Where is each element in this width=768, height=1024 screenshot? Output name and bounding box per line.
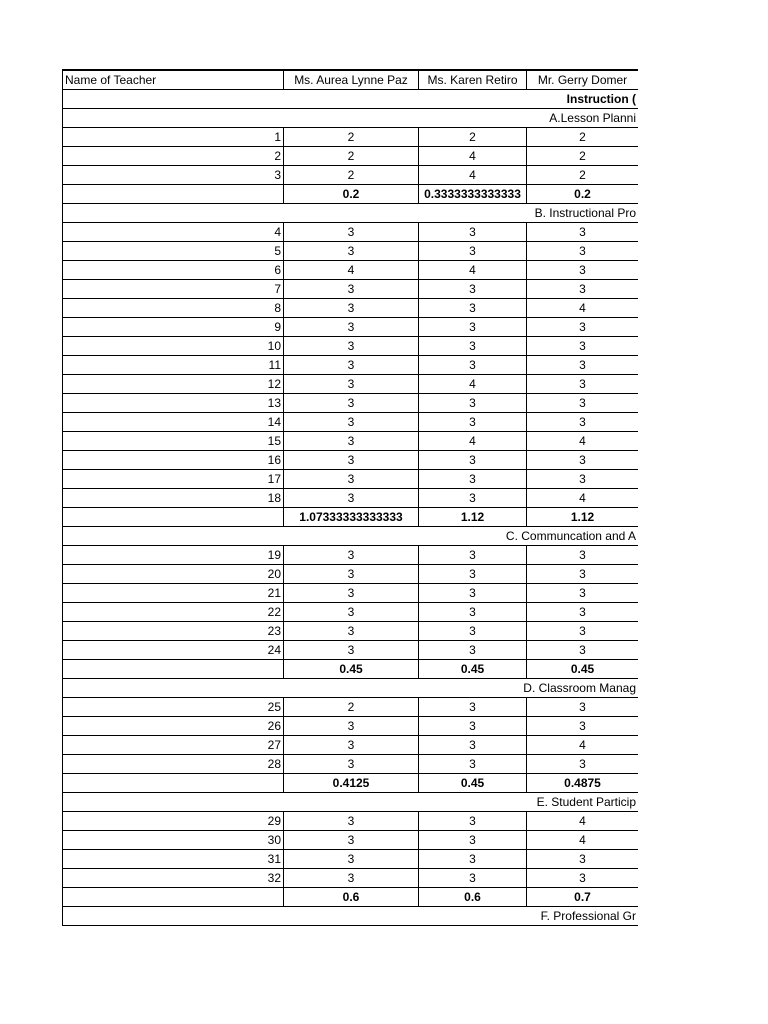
rating-cell[interactable]: 2 [284,166,419,185]
item-row [63,565,639,584]
item-number-cell[interactable]: 14 [63,413,284,432]
rating-cell[interactable]: 3 [284,641,419,660]
rating-cell[interactable]: 3 [527,603,639,622]
item-row [63,546,639,565]
rating-cell[interactable]: 3 [527,698,639,717]
item-number-cell[interactable]: 25 [63,698,284,717]
rating-cell[interactable]: 3 [419,489,527,508]
item-number-cell[interactable]: 27 [63,736,284,755]
rating-cell[interactable]: 3 [284,869,419,888]
rating-cell[interactable]: 4 [419,147,527,166]
subtotal-row [63,774,639,793]
item-number-cell[interactable]: 16 [63,451,284,470]
rating-cell[interactable]: 3 [419,812,527,831]
rating-cell[interactable]: 3 [419,242,527,261]
rating-cell[interactable]: 3 [284,413,419,432]
item-row [63,470,639,489]
rating-cell[interactable]: 3 [284,242,419,261]
item-number-cell[interactable]: 19 [63,546,284,565]
rating-cell[interactable]: 3 [284,812,419,831]
item-number-cell[interactable]: 11 [63,356,284,375]
section-title-cell[interactable] [63,679,639,698]
rating-cell[interactable]: 3 [419,546,527,565]
item-row [63,622,639,641]
item-row [63,318,639,337]
rating-cell[interactable]: 3 [284,622,419,641]
rating-cell[interactable]: 3 [284,432,419,451]
rating-cell[interactable]: 3 [419,223,527,242]
rating-cell[interactable]: 3 [419,565,527,584]
rating-cell[interactable]: 4 [527,736,639,755]
subtotal-cell[interactable]: 0.45 [419,660,527,679]
item-row [63,299,639,318]
item-row [63,413,639,432]
item-row [63,337,639,356]
rating-cell[interactable]: 3 [419,356,527,375]
rating-cell[interactable]: 2 [419,128,527,147]
subtotal-row [63,888,639,907]
subtotal-cell[interactable]: 0.6 [419,888,527,907]
item-number-cell[interactable]: 4 [63,223,284,242]
item-row [63,280,639,299]
item-number-cell[interactable]: 15 [63,432,284,451]
item-number-cell[interactable]: 3 [63,166,284,185]
rating-cell[interactable]: 3 [284,299,419,318]
item-row [63,242,639,261]
rating-cell[interactable]: 3 [284,755,419,774]
subtotal-cell[interactable]: 1.12 [527,508,639,527]
rating-cell[interactable]: 3 [284,603,419,622]
rating-cell[interactable]: 3 [419,831,527,850]
rating-cell[interactable]: 3 [284,280,419,299]
subtotal-cell[interactable]: 0.45 [419,774,527,793]
section-title-text: B. Instructional Pro [534,206,636,220]
item-number-cell[interactable]: 13 [63,394,284,413]
item-row [63,451,639,470]
item-number-cell[interactable]: 2 [63,147,284,166]
item-number-cell[interactable]: 20 [63,565,284,584]
subtotal-cell[interactable]: 0.4125 [284,774,419,793]
item-number-cell[interactable]: 32 [63,869,284,888]
rating-cell[interactable]: 4 [284,261,419,280]
section-title-row [63,109,639,128]
item-number-cell[interactable]: 5 [63,242,284,261]
rating-cell[interactable]: 4 [527,831,639,850]
rating-cell[interactable]: 3 [284,337,419,356]
section-title-row [63,90,639,109]
rating-cell[interactable]: 3 [284,223,419,242]
item-row [63,603,639,622]
rating-cell[interactable]: 3 [419,470,527,489]
item-row [63,641,639,660]
item-row [63,584,639,603]
rating-cell[interactable]: 3 [284,584,419,603]
rating-cell[interactable]: 3 [527,850,639,869]
subtotal-row [63,660,639,679]
rating-cell[interactable]: 3 [527,280,639,299]
item-row [63,261,639,280]
subtotal-cell[interactable]: 0.3333333333333 [419,185,527,204]
rating-cell[interactable]: 3 [419,584,527,603]
rating-cell[interactable]: 3 [284,736,419,755]
section-title-cell[interactable] [63,793,639,812]
header-row [63,70,639,90]
rating-cell[interactable]: 4 [419,166,527,185]
empty-cell[interactable] [63,888,284,907]
rating-cell[interactable]: 3 [527,755,639,774]
rating-cell[interactable]: 3 [419,299,527,318]
rating-cell[interactable]: 3 [527,337,639,356]
subtotal-cell[interactable]: 1.07333333333333 [284,508,419,527]
rating-cell[interactable]: 2 [284,147,419,166]
subtotal-row [63,185,639,204]
item-row [63,717,639,736]
rating-cell[interactable]: 3 [284,451,419,470]
subtotal-cell[interactable]: 1.12 [419,508,527,527]
rating-cell[interactable]: 3 [419,603,527,622]
rating-cell[interactable]: 2 [527,166,639,185]
rating-cell[interactable]: 3 [419,869,527,888]
item-row [63,850,639,869]
section-title-row [63,527,639,546]
rating-cell[interactable]: 2 [284,128,419,147]
teacher-name-cell[interactable]: Ms. Karen Retiro [419,70,527,90]
item-number-cell[interactable]: 6 [63,261,284,280]
item-number-cell[interactable]: 18 [63,489,284,508]
teacher-name-cell[interactable]: Ms. Aurea Lynne Paz [284,70,419,90]
rating-cell[interactable]: 3 [419,736,527,755]
empty-cell[interactable] [63,660,284,679]
section-title-text: C. Communcation and A [505,529,636,543]
item-number-cell[interactable]: 22 [63,603,284,622]
rating-cell[interactable]: 3 [419,622,527,641]
subtotal-cell[interactable]: 0.45 [527,660,639,679]
rating-cell[interactable]: 2 [284,698,419,717]
item-number-cell[interactable]: 28 [63,755,284,774]
rating-cell[interactable]: 3 [284,565,419,584]
teacher-name-cell[interactable]: Mr. Gerry Domer [527,70,639,90]
section-title-row [63,679,639,698]
section-title-cell[interactable] [63,109,639,128]
rating-cell[interactable]: 3 [527,394,639,413]
subtotal-cell[interactable]: 0.2 [284,185,419,204]
item-row [63,375,639,394]
rating-cell[interactable]: 3 [419,337,527,356]
rating-cell[interactable]: 3 [419,755,527,774]
rating-cell[interactable]: 4 [527,299,639,318]
rating-cell[interactable]: 3 [284,489,419,508]
rating-cell[interactable]: 3 [284,375,419,394]
item-number-cell[interactable]: 7 [63,280,284,299]
item-number-cell[interactable]: 12 [63,375,284,394]
item-number-cell[interactable]: 24 [63,641,284,660]
item-number-cell[interactable]: 8 [63,299,284,318]
item-row [63,489,639,508]
rating-cell[interactable]: 3 [284,850,419,869]
rating-cell[interactable]: 2 [527,147,639,166]
item-row [63,432,639,451]
item-row [63,698,639,717]
item-number-cell[interactable]: 30 [63,831,284,850]
subtotal-cell[interactable]: 0.45 [284,660,419,679]
section-title-text: A.Lesson Planni [549,111,636,125]
rating-cell[interactable]: 3 [284,831,419,850]
item-row [63,812,639,831]
empty-cell[interactable] [63,508,284,527]
section-title-row [63,204,639,223]
item-number-cell[interactable]: 26 [63,717,284,736]
rating-cell[interactable]: 3 [527,622,639,641]
rating-cell[interactable]: 3 [419,641,527,660]
section-title-cell[interactable] [63,90,639,109]
rating-cell[interactable]: 3 [527,242,639,261]
subtotal-cell[interactable]: 0.4875 [527,774,639,793]
rating-cell[interactable]: 3 [284,717,419,736]
rating-cell[interactable]: 3 [527,717,639,736]
rating-cell[interactable]: 3 [527,869,639,888]
section-title-text: F. Professional Gr [540,909,636,923]
rating-cell[interactable]: 3 [419,451,527,470]
section-title-cell[interactable] [63,204,639,223]
item-row [63,869,639,888]
item-number-cell[interactable]: 31 [63,850,284,869]
subtotal-cell[interactable]: 0.7 [527,888,639,907]
section-title-text: Instruction ( [566,92,636,106]
item-row [63,394,639,413]
rating-cell[interactable]: 3 [527,375,639,394]
rating-cell[interactable]: 3 [284,394,419,413]
item-row [63,755,639,774]
rating-cell[interactable]: 4 [527,812,639,831]
spreadsheet [62,69,638,926]
subtotal-cell[interactable]: 0.6 [284,888,419,907]
subtotal-cell[interactable]: 0.2 [527,185,639,204]
rating-cell[interactable]: 3 [284,356,419,375]
empty-cell[interactable] [63,774,284,793]
item-number-cell[interactable]: 17 [63,470,284,489]
rating-cell[interactable]: 3 [419,717,527,736]
rating-cell[interactable]: 3 [527,318,639,337]
section-title-cell[interactable] [63,907,639,926]
empty-cell[interactable] [63,185,284,204]
rating-cell[interactable]: 3 [527,641,639,660]
rating-cell[interactable]: 3 [419,394,527,413]
evaluation-table [62,69,638,926]
rating-cell[interactable]: 3 [419,850,527,869]
item-row [63,147,639,166]
rating-cell[interactable]: 3 [527,584,639,603]
item-number-cell[interactable]: 21 [63,584,284,603]
item-number-cell[interactable]: 9 [63,318,284,337]
rating-cell[interactable]: 4 [419,261,527,280]
item-number-cell[interactable]: 29 [63,812,284,831]
rating-cell[interactable]: 3 [284,318,419,337]
header-label-cell[interactable]: Name of Teacher [63,70,284,90]
item-number-cell[interactable]: 1 [63,128,284,147]
item-number-cell[interactable]: 23 [63,622,284,641]
rating-cell[interactable]: 3 [419,413,527,432]
rating-cell[interactable]: 4 [419,375,527,394]
item-row [63,356,639,375]
rating-cell[interactable]: 3 [419,280,527,299]
rating-cell[interactable]: 3 [527,565,639,584]
section-title-text: D. Classroom Manag [523,681,636,695]
item-number-cell[interactable]: 10 [63,337,284,356]
item-row [63,831,639,850]
section-title-row [63,793,639,812]
rating-cell[interactable]: 3 [527,261,639,280]
rating-cell[interactable]: 3 [527,451,639,470]
rating-cell[interactable]: 2 [527,128,639,147]
rating-cell[interactable]: 4 [527,432,639,451]
section-title-row [63,907,639,926]
subtotal-row [63,508,639,527]
rating-cell[interactable]: 3 [527,413,639,432]
section-title-cell[interactable] [63,527,639,546]
section-title-text: E. Student Particip [536,795,636,809]
rating-cell[interactable]: 3 [527,356,639,375]
item-row [63,166,639,185]
rating-cell[interactable]: 4 [527,489,639,508]
item-row [63,736,639,755]
rating-cell[interactable]: 3 [419,318,527,337]
rating-cell[interactable]: 4 [419,432,527,451]
rating-cell[interactable]: 3 [527,223,639,242]
rating-cell[interactable]: 3 [284,470,419,489]
rating-cell[interactable]: 3 [527,546,639,565]
rating-cell[interactable]: 3 [527,470,639,489]
item-row [63,223,639,242]
rating-cell[interactable]: 3 [284,546,419,565]
item-row [63,128,639,147]
rating-cell[interactable]: 3 [419,698,527,717]
